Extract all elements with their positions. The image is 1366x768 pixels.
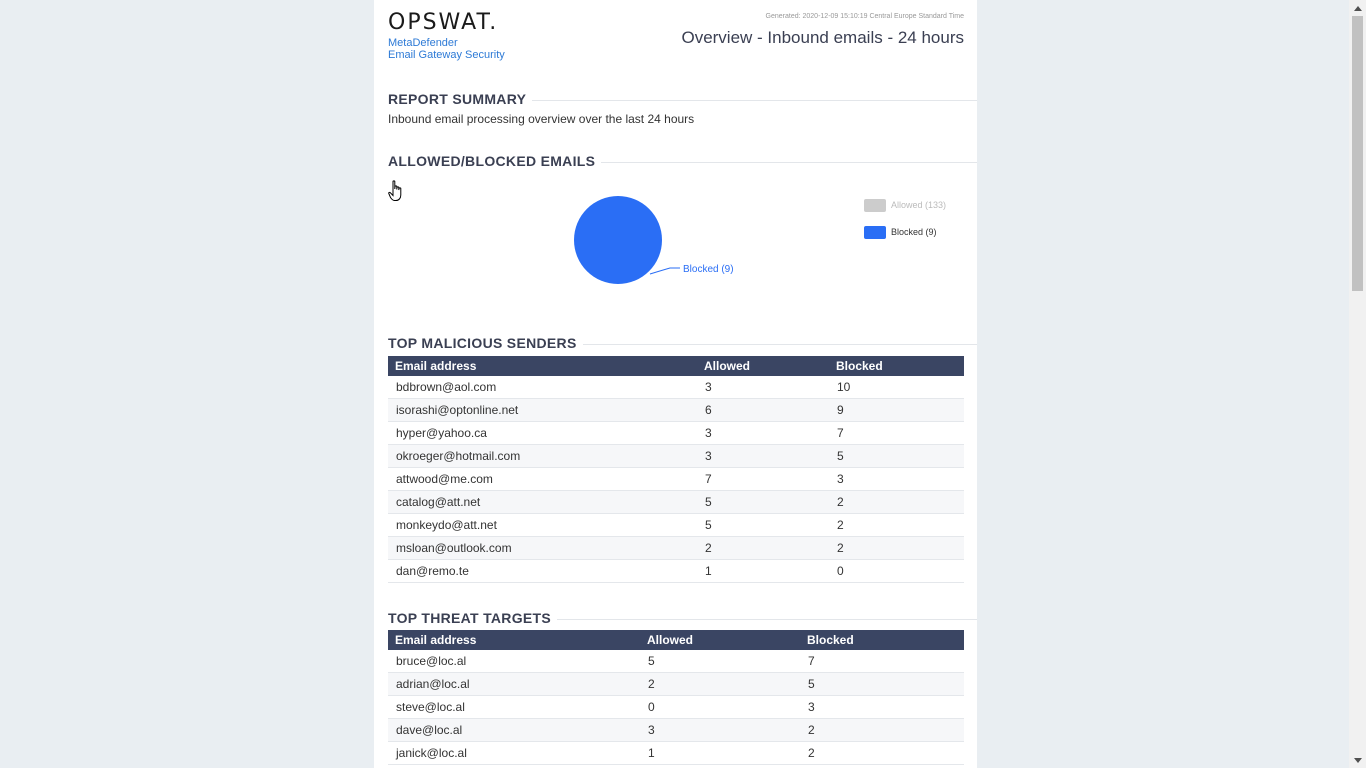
column-header: Email address — [388, 356, 697, 376]
cell-email: dave@loc.al — [388, 719, 640, 742]
legend-swatch-blocked — [864, 226, 886, 239]
column-header: Allowed — [640, 630, 800, 650]
pie-slice-blocked[interactable] — [574, 196, 662, 284]
cell-blocked: 10 — [829, 376, 964, 399]
cell-blocked: 3 — [800, 696, 964, 719]
generated-timestamp: Generated: 2020-12-09 15:10:19 Central Europe Standard Time — [765, 13, 964, 20]
cell-email: isorashi@optonline.net — [388, 399, 697, 422]
cell-allowed: 3 — [697, 445, 829, 468]
column-header: Blocked — [800, 630, 964, 650]
legend-swatch-allowed — [864, 199, 886, 212]
cell-blocked: 5 — [829, 445, 964, 468]
cell-email: msloan@outlook.com — [388, 537, 697, 560]
table-row — [388, 399, 964, 422]
legend-label-allowed: Allowed (133) — [891, 200, 947, 210]
cell-blocked: 2 — [800, 742, 964, 765]
cell-blocked: 2 — [829, 514, 964, 537]
table-row — [388, 445, 964, 468]
cell-allowed: 5 — [697, 491, 829, 514]
cell-email: hyper@yahoo.ca — [388, 422, 697, 445]
table-row — [388, 422, 964, 445]
cell-allowed: 1 — [697, 560, 829, 583]
cell-email: steve@loc.al — [388, 696, 640, 719]
legend-item-blocked[interactable] — [864, 225, 946, 239]
report-page — [374, 0, 977, 768]
cell-blocked: 2 — [829, 491, 964, 514]
cell-blocked: 3 — [829, 468, 964, 491]
allowed-blocked-chart — [388, 180, 964, 310]
scroll-down-arrow-icon[interactable] — [1349, 752, 1366, 768]
cell-blocked: 2 — [800, 719, 964, 742]
malicious-senders-table — [388, 356, 964, 583]
report-title: Overview - Inbound emails - 24 hours — [681, 28, 964, 47]
table-row — [388, 696, 964, 719]
cell-allowed: 6 — [697, 399, 829, 422]
cell-allowed: 0 — [640, 696, 800, 719]
cell-blocked: 2 — [829, 537, 964, 560]
pie-label-leader — [650, 268, 680, 274]
hand-cursor-icon — [388, 180, 404, 202]
column-header: Allowed — [697, 356, 829, 376]
product-name-line2: Email Gateway Security — [388, 49, 505, 61]
table-row — [388, 742, 964, 765]
table-row — [388, 673, 964, 696]
product-name — [388, 37, 505, 61]
table-row — [388, 719, 964, 742]
table-row — [388, 376, 964, 399]
cell-allowed: 3 — [697, 422, 829, 445]
report-summary-text: Inbound email processing overview over the last 24 hours — [388, 112, 695, 126]
cell-allowed: 5 — [640, 650, 800, 673]
scrollbar-thumb[interactable] — [1352, 16, 1363, 291]
table-header-row — [388, 630, 964, 650]
legend-label-blocked: Blocked (9) — [891, 227, 937, 237]
malicious-senders-title: TOP MALICIOUS SENDERS — [388, 335, 583, 351]
cell-blocked: 5 — [800, 673, 964, 696]
table-row — [388, 560, 964, 583]
cell-allowed: 3 — [697, 376, 829, 399]
cell-email: adrian@loc.al — [388, 673, 640, 696]
report-summary-title: REPORT SUMMARY — [388, 91, 532, 107]
cell-blocked: 9 — [829, 399, 964, 422]
cell-email: bruce@loc.al — [388, 650, 640, 673]
chart-legend — [864, 198, 946, 252]
table-row — [388, 514, 964, 537]
table-row — [388, 468, 964, 491]
table-row — [388, 537, 964, 560]
opswat-logo: OPSWAT. — [388, 10, 499, 35]
allowed-blocked-title: ALLOWED/BLOCKED EMAILS — [388, 153, 601, 169]
scroll-up-arrow-icon[interactable] — [1349, 0, 1366, 16]
cell-allowed: 2 — [640, 673, 800, 696]
cell-allowed: 2 — [697, 537, 829, 560]
cell-blocked: 0 — [829, 560, 964, 583]
cell-email: bdbrown@aol.com — [388, 376, 697, 399]
cell-blocked: 7 — [800, 650, 964, 673]
threat-targets-table — [388, 630, 964, 765]
threat-targets-title: TOP THREAT TARGETS — [388, 610, 557, 626]
cell-allowed: 1 — [640, 742, 800, 765]
table-header-row — [388, 356, 964, 376]
cell-email: attwood@me.com — [388, 468, 697, 491]
cell-email: janick@loc.al — [388, 742, 640, 765]
cell-email: monkeydo@att.net — [388, 514, 697, 537]
cell-email: catalog@att.net — [388, 491, 697, 514]
cell-blocked: 7 — [829, 422, 964, 445]
cell-allowed: 5 — [697, 514, 829, 537]
pie-data-label: Blocked (9) — [683, 264, 734, 275]
report-header — [388, 0, 964, 80]
column-header: Blocked — [829, 356, 964, 376]
vertical-scrollbar[interactable] — [1349, 0, 1366, 768]
cell-allowed: 7 — [697, 468, 829, 491]
cell-email: okroeger@hotmail.com — [388, 445, 697, 468]
column-header: Email address — [388, 630, 640, 650]
legend-item-allowed[interactable] — [864, 198, 946, 212]
cell-allowed: 3 — [640, 719, 800, 742]
table-row — [388, 650, 964, 673]
table-row — [388, 491, 964, 514]
product-name-line1: MetaDefender — [388, 37, 458, 49]
cell-email: dan@remo.te — [388, 560, 697, 583]
